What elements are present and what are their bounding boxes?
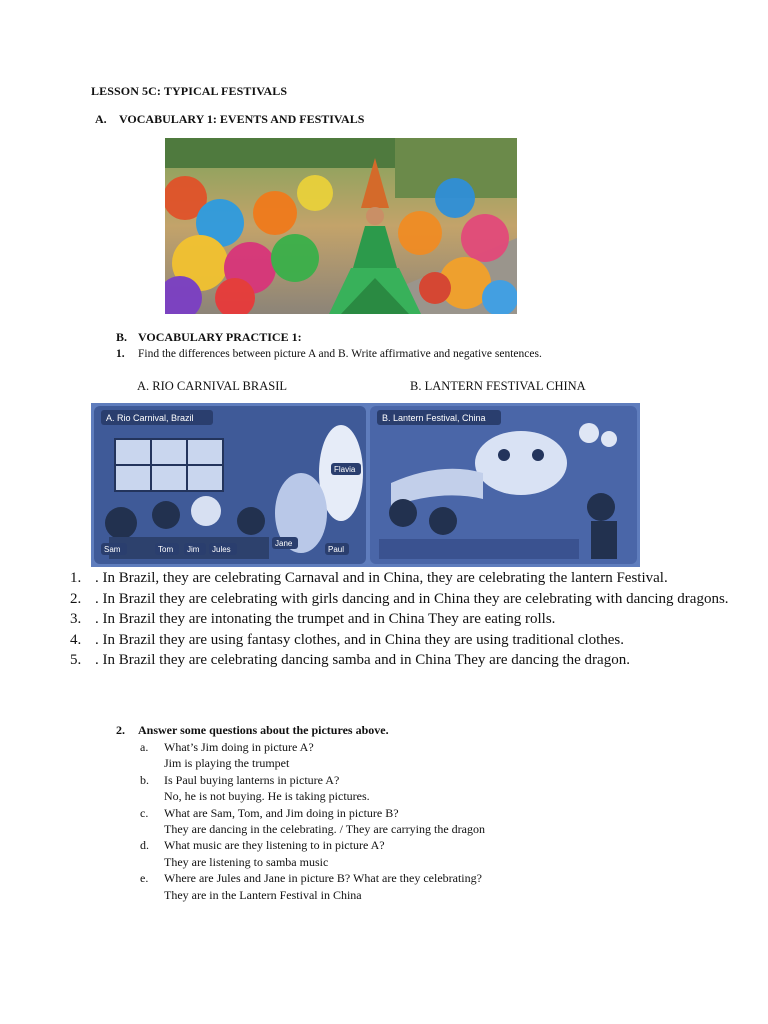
name-tag-sam: Sam (104, 545, 121, 554)
section-a-label: VOCABULARY 1: EVENTS AND FESTIVALS (119, 112, 365, 126)
exercise-1-number: 1. (116, 348, 125, 360)
name-tag-jane: Jane (275, 539, 293, 548)
list-item: 4. . In Brazil they are using fantasy clothes, and in China they are using traditional clothes. (70, 631, 625, 648)
carnival-photo (165, 138, 517, 314)
list-item: 1. . In Brazil, they are celebrating Carnaval and in China, they are celebrating the lantern Festival. (70, 570, 668, 586)
section-a-heading (95, 112, 364, 127)
question-text: What’s Jim doing in picture A? (164, 740, 314, 754)
name-tag-jules: Jules (212, 545, 231, 554)
section-b-number: B. (116, 330, 128, 344)
qa-item: b. Is Paul buying lanterns in picture A? No, he is not buying. He is taking pictures. (140, 772, 485, 805)
picture-a-label: A. RIO CARNIVAL BRASIL (137, 379, 288, 393)
question-text: What music are they listening to in picture A? (164, 838, 385, 853)
section-b-heading (116, 330, 302, 345)
list-item: 3. . In Brazil they are intonating the trumpet and in China They are eating rolls. (70, 611, 556, 628)
qa-item: d. What music are they listening to in picture A? They are listening to samba music (140, 837, 485, 870)
question-text: What are Sam, Tom, and Jim doing in picture B? (164, 805, 399, 820)
name-tag-flavia: Flavia (334, 465, 356, 474)
exercise-1-instruction (116, 348, 542, 360)
exercise-1-text: Find the differences between picture A and B. Write affirmative and negative sentences. (138, 348, 542, 360)
section-a-number: A. (95, 112, 107, 126)
question-text: Is Paul buying lanterns in picture A? (164, 772, 340, 787)
exercise-2-number: 2. (116, 723, 125, 737)
qa-item: c. What are Sam, Tom, and Jim doing in picture B? They are dancing in the celebrating. / They are carrying the dragon (140, 805, 485, 837)
list-item: 5. . In Brazil they are celebrating dancing samba and in China They are dancing the dragon. (70, 652, 630, 669)
qa-item: a. What’s Jim doing in picture A? Jim is playing the trumpet (140, 739, 485, 772)
list-item: 2. . In Brazil they are celebrating with girls dancing and in China they are celebrating with dancing dragons. (70, 590, 729, 607)
lesson-title: LESSON 5C: TYPICAL FESTIVALS (91, 84, 288, 98)
section-b-label: VOCABULARY PRACTICE 1: (138, 330, 302, 344)
picture-b-label: B. LANTERN FESTIVAL CHINA (410, 379, 586, 393)
answer-text: No, he is not buying. He is taking pictures. (164, 789, 370, 804)
answer-text: They are listening to samba music (164, 854, 329, 869)
name-tag-paul: Paul (328, 545, 345, 554)
name-tag-tom: Tom (158, 545, 174, 554)
answer-text: They are dancing in the celebrating. / They are carrying the dragon (164, 822, 485, 837)
name-tag-jim: Jim (187, 545, 200, 554)
question-text: Where are Jules and Jane in picture B? What are they celebrating? (164, 871, 482, 886)
qa-item: e. Where are Jules and Jane in picture B? What are they celebrating? They are in the Lantern Festival in China (140, 870, 485, 903)
question-answer-list (140, 739, 485, 903)
panel-a-title: A. Rio Carnival, Brazil (106, 413, 194, 423)
answer-text: They are in the Lantern Festival in China (164, 887, 362, 902)
answer-sentences (70, 568, 740, 671)
exercise-2-text: Answer some questions about the pictures above. (138, 723, 389, 737)
panel-b-title: B. Lantern Festival, China (382, 413, 486, 423)
comparison-illustration (91, 403, 640, 567)
exercise-2-heading (116, 723, 389, 738)
answer-text: Jim is playing the trumpet (164, 756, 290, 771)
